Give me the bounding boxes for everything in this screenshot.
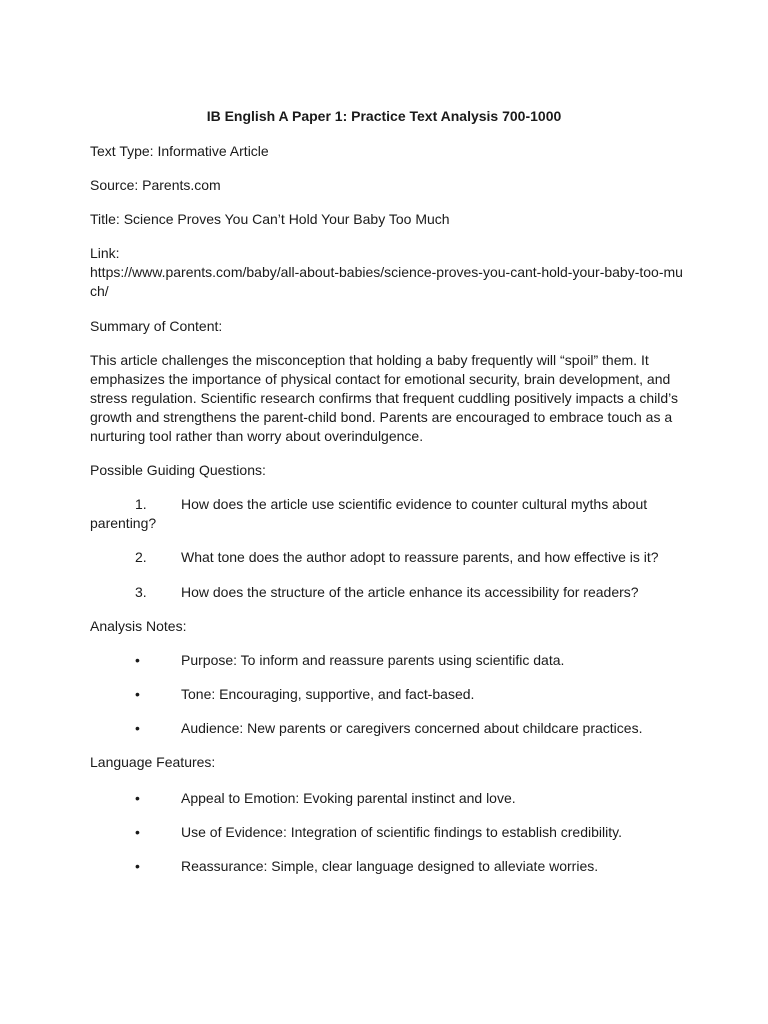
question-text: How does the article use scientific evidence to counter cultural myths about [181,496,648,512]
language-feature: Use of Evidence: Integration of scientific findings to establish credibility. [181,824,622,840]
link-label: Link: [90,245,120,261]
bullet-icon: • [135,686,140,702]
analysis-note: Tone: Encouraging, supportive, and fact-based. [181,686,475,702]
text-type: Text Type: Informative Article [90,143,269,159]
summary-line: growth and strengthens the parent-child bond. Parents are encouraged to embrace touch as a [90,409,673,425]
summary-line: stress regulation. Scientific research confirms that frequent cuddling positively impacts a child’s [90,390,679,406]
bullet-icon: • [135,790,140,806]
analysis-note: Audience: New parents or caregivers concerned about childcare practices. [181,720,643,736]
language-feature: Reassurance: Simple, clear language designed to alleviate worries. [181,858,599,874]
bullet-icon: • [135,652,140,668]
language-feature: Appeal to Emotion: Evoking parental instinct and love. [181,790,516,806]
source: Source: Parents.com [90,177,221,193]
summary-heading: Summary of Content: [90,318,223,334]
analysis-heading: Analysis Notes: [90,618,187,634]
summary-line: This article challenges the misconception that holding a baby frequently will “spoil” them. It [90,352,649,368]
question-number: 2. [135,549,147,565]
bullet-icon: • [135,720,140,736]
question-number: 3. [135,584,147,600]
bullet-icon: • [135,858,140,874]
bullet-icon: • [135,824,140,840]
document-title: IB English A Paper 1: Practice Text Analysis 700-1000 [206,108,562,124]
question-text: How does the structure of the article enhance its accessibility for readers? [181,584,639,600]
link-url-line-2[interactable]: ch/ [90,283,109,299]
summary-line: nurturing tool rather than worry about overindulgence. [90,428,424,444]
questions-heading: Possible Guiding Questions: [90,462,266,478]
language-heading: Language Features: [90,754,216,770]
question-number: 1. [135,496,147,512]
article-title: Title: Science Proves You Can’t Hold Your Baby Too Much [90,211,450,227]
question-text-continued: parenting? [90,515,157,531]
link-url-line-1[interactable]: https://www.parents.com/baby/all-about-babies/science-proves-you-cant-hold-your-baby-too-mu [90,264,683,280]
question-text: What tone does the author adopt to reassure parents, and how effective is it? [181,549,659,565]
summary-line: emphasizes the importance of physical contact for emotional security, brain development, and [90,371,671,387]
analysis-note: Purpose: To inform and reassure parents using scientific data. [181,652,565,668]
